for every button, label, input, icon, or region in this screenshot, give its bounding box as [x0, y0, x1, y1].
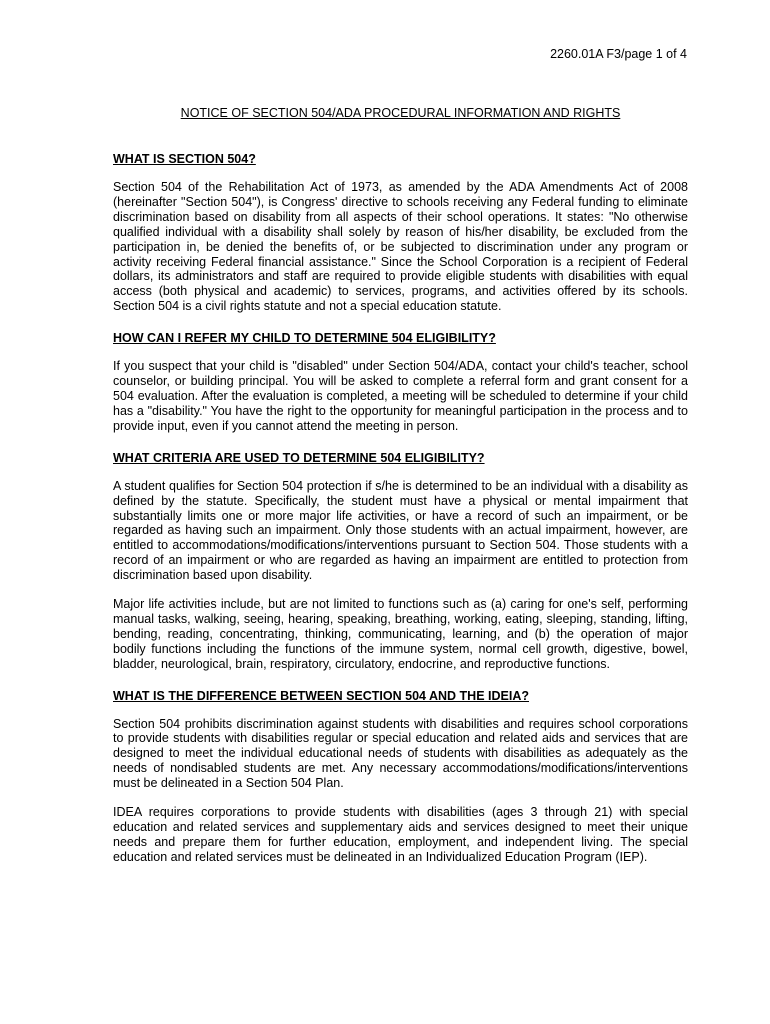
section-heading: WHAT CRITERIA ARE USED TO DETERMINE 504 ELIGIBILITY? — [113, 450, 485, 465]
section-paragraph: A student qualifies for Section 504 protection if s/he is determined to be an individual with a disability as defined by the statute. Specifically, the student must have a physical or mental impairment that substantially limits one or more major life activities, or have a record of such an impairment, or be regarded as having such an impairment. Only those students with an actual impairment, however, are entitled to accommodations/modifications/interventions pursuant to Section 504. Those students with a record of an impairment or who are regarded as having an impairment are entitled to protection from discrimination based upon disability. — [113, 478, 688, 583]
section-paragraph: If you suspect that your child is "disabled" under Section 504/ADA, contact your child's teacher, school counselor, or building principal. You will be asked to complete a referral form and grant consent for a 504 evaluation. After the evaluation is completed, a meeting will be scheduled to determine if your child has a "disability." You have the right to the opportunity for meaningful participation in the process and to provide input, even if you cannot attend the meeting in person. — [113, 359, 688, 433]
section-paragraph: Section 504 prohibits discrimination against students with disabilities and requires school corporations to provide students with disabilities regular or special education and related aids and services that are designed to meet the individual educational needs of students with disabilities as adequately as the needs of nondisabled students are met. Any necessary accommodations/modifications/interventions must be delineated in a Section 504 Plan. — [113, 716, 688, 791]
section-paragraph: IDEA requires corporations to provide students with disabilities (ages 3 through 21) with special education and related services and supplementary aids and services designed to meet their unique needs and prepare them for further education, employment, and independent living. The special education and related services must be delineated in an Individualized Education Program (IEP). — [113, 805, 688, 864]
section-heading: WHAT IS THE DIFFERENCE BETWEEN SECTION 504 AND THE IDEIA? — [113, 688, 529, 703]
section-paragraph: Major life activities include, but are not limited to functions such as (a) caring for one's self, performing manual tasks, walking, seeing, hearing, speaking, breathing, working, eating, sleeping, standing, lifting, bending, reading, concentrating, thinking, communicating, learning, and (b) the operation of major bodily functions including the functions of the immune system, normal cell growth, digestive, bowel, bladder, neurological, brain, respiratory, circulatory, endocrine, and reproductive functions. — [113, 597, 688, 671]
section-504-vs-ideia — [113, 688, 688, 865]
section-heading: HOW CAN I REFER MY CHILD TO DETERMINE 504 ELIGIBILITY? — [113, 331, 496, 346]
page-number: 2260.01A F3/page 1 of 4 — [550, 47, 687, 61]
section-eligibility-criteria — [113, 450, 688, 672]
section-heading: WHAT IS SECTION 504? — [113, 152, 256, 166]
document-body — [113, 105, 688, 879]
section-what-is-504 — [113, 151, 688, 314]
section-paragraph: Section 504 of the Rehabilitation Act of 1973, as amended by the ADA Amendments Act of 2008 (hereinafter "Section 504"), is Congress' directive to schools receiving any Federal funding to eliminate discrimination based on disability from all aspects of their school operations. It states: "No otherwise qualified individual with a disability shall solely by reason of his/her disability, be excluded from the participation in, be denied the benefits of, or be subjected to discrimination under any program or activity receiving Federal financial assistance." Since the School Corporation is a recipient of Federal dollars, its administrators and staff are required to provide eligible students with disabilities with equal access (both physical and academic) to services, programs, and activities offered by its schools. Section 504 is a civil rights statute and not a special education statute. — [113, 180, 688, 314]
document-title: NOTICE OF SECTION 504/ADA PROCEDURAL INFORMATION AND RIGHTS — [180, 106, 621, 120]
section-how-to-refer — [113, 330, 688, 434]
